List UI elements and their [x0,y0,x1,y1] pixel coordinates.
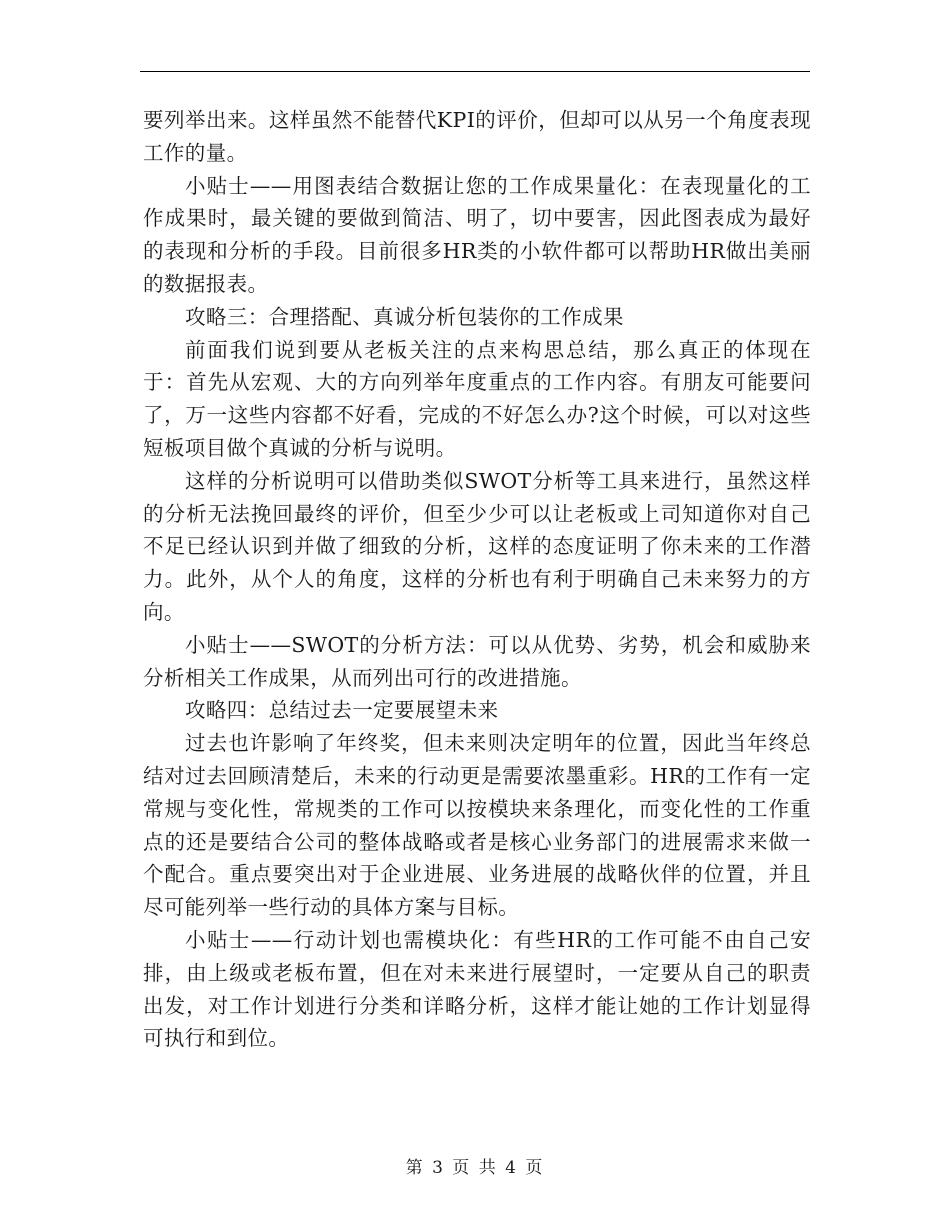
paragraph: 要列举出来。这样虽然不能替代KPI的评价，但却可以从另一个角度表现工作的量。 [143,108,811,165]
tip-paragraph: 小贴士——用图表结合数据让您的工作成果量化：在表现量化的工作成果时，最关键的要做到简洁、明了，切中要害，因此图表成为最好的表现和分析的手段。目前很多HR类的小软件都可以帮助HR做出美丽的数据报表。 [143,173,811,296]
section-heading: 攻略三：合理搭配、真诚分析包装你的工作成果 [185,304,624,329]
page-footer [0,1153,950,1178]
page-number-label: 第 3 页 共 4 页 [405,1158,545,1178]
tip-paragraph: 小贴士——SWOT的分析方法：可以从优势、劣势，机会和威胁来分析相关工作成果，从而列出可行的改进措施。 [143,632,811,690]
header-rule [140,71,810,72]
paragraph: 前面我们说到要从老板关注的点来构思总结，那么真正的体现在于：首先从宏观、大的方向列举年度重点的工作内容。有朋友可能要问了，万一这些内容都不好看，完成的不好怎么办?这个时候，可以对这些短板项目做个真诚的分析与说明。 [143,337,811,460]
paragraph: 这样的分析说明可以借助类似SWOT分析等工具来进行，虽然这样的分析无法挽回最终的评价，但至少少可以让老板或上司知道你对自己不足已经认识到并做了细致的分析，这样的态度证明了你未来的工作潜力。此外，从个人的角度，这样的分析也有利于明确自己未来努力的方向。 [143,468,811,624]
body-text [143,104,811,1055]
tip-paragraph: 小贴士——行动计划也需模块化：有些HR的工作可能不由自己安排，由上级或老板布置，但在对未来进行展望时，一定要从自己的职责出发，对工作计划进行分类和详略分析，这样才能让她的工作计划显得可执行和到位。 [143,927,811,1051]
paragraph: 过去也许影响了年终奖，但未来则决定明年的位置，因此当年终总结对过去回顾清楚后，未来的行动更是需要浓墨重彩。HR的工作有一定常规与变化性，常规类的工作可以按模块来条理化，而变化性的工作重点的还是要结合公司的整体战略或者是核心业务部门的进展需求来做一个配合。重点要突出对于企业进展、业务进展的战略伙伴的位置，并且尽可能列举一些行动的具体方案与目标。 [143,731,811,920]
section-heading: 攻略四：总结过去一定要展望未来 [185,698,499,723]
